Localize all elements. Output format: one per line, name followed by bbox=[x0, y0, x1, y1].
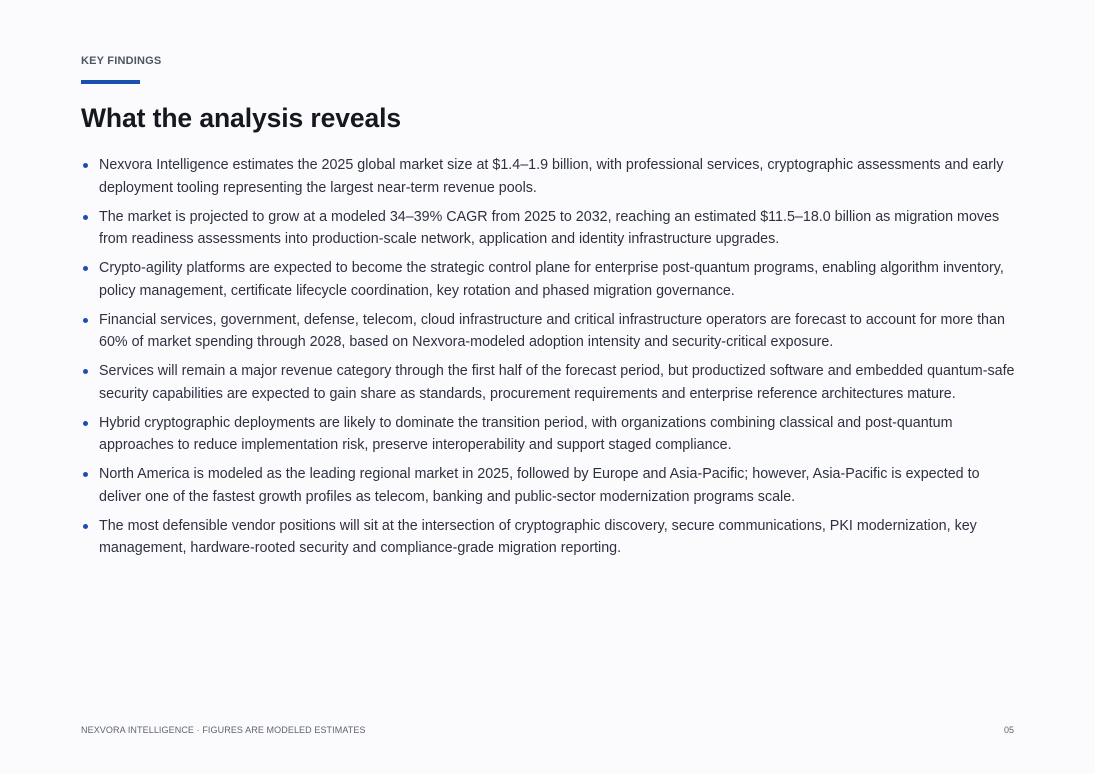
bullet-dot-icon bbox=[83, 472, 88, 477]
finding-text: Hybrid cryptographic deployments are likely to dominate the transition period, with organizations combining classical and post-quantum approaches to reduce implementation risk, preserve interoperability and support staged compliance. bbox=[99, 414, 953, 453]
finding-text: North America is modeled as the leading regional market in 2025, followed by Europe and Asia-Pacific; however, Asia-Pacific is expected to deliver one of the fastest growth profiles as telecom, banking and public-sector modernization programs scale. bbox=[99, 466, 980, 505]
finding-text: Crypto-agility platforms are expected to become the strategic control plane for enterprise post-quantum programs, enabling algorithm inventory, policy management, certificate lifecycle coordination, key rotation and phased migration governance. bbox=[99, 260, 1004, 299]
bullet-dot-icon bbox=[83, 369, 88, 374]
finding-item bbox=[81, 309, 1016, 354]
section-eyebrow: KEY FINDINGS bbox=[81, 55, 162, 67]
page-number: 05 bbox=[1003, 725, 1014, 735]
bullet-dot-icon bbox=[83, 524, 88, 529]
findings-list bbox=[81, 154, 1016, 566]
finding-text: Financial services, government, defense, telecom, cloud infrastructure and critical infrastructure operators are forecast to account for more than 60% of market spending through 2028, based on Nexvora-modeled adoption intensity and security-critical exposure. bbox=[99, 311, 1005, 350]
bullet-dot-icon bbox=[83, 266, 88, 271]
accent-bar bbox=[81, 80, 140, 84]
bullet-dot-icon bbox=[83, 163, 88, 168]
finding-item bbox=[81, 515, 1016, 560]
bullet-dot-icon bbox=[83, 215, 88, 220]
page-title: What the analysis reveals bbox=[81, 103, 402, 133]
finding-text: The most defensible vendor positions will sit at the intersection of cryptographic discovery, secure communications, PKI modernization, key management, hardware-rooted security and compliance-grade migration reporting. bbox=[99, 517, 977, 556]
bullet-dot-icon bbox=[83, 318, 88, 323]
finding-item bbox=[81, 412, 1016, 457]
finding-item bbox=[81, 463, 1016, 508]
finding-text: The market is projected to grow at a modeled 34–39% CAGR from 2025 to 2032, reaching an estimated $11.5–18.0 billion as migration moves from readiness assessments into production-scale network, application and identity infrastructure upgrades. bbox=[99, 208, 1000, 247]
finding-item bbox=[81, 154, 1016, 199]
finding-item bbox=[81, 257, 1016, 302]
bullet-dot-icon bbox=[83, 421, 88, 426]
finding-item bbox=[81, 360, 1016, 405]
finding-text: Services will remain a major revenue category through the first half of the forecast period, but productized software and embedded quantum-safe security capabilities are expected to gain share as standards, procurement requirements and enterprise reference architectures mature. bbox=[99, 363, 1015, 402]
finding-item bbox=[81, 206, 1016, 251]
finding-text: Nexvora Intelligence estimates the 2025 global market size at $1.4–1.9 billion, with professional services, cryptographic assessments and early deployment tooling representing the largest near-term revenue pools. bbox=[99, 157, 1004, 196]
footer-source: NEXVORA INTELLIGENCE · FIGURES ARE MODELED ESTIMATES bbox=[81, 725, 366, 735]
